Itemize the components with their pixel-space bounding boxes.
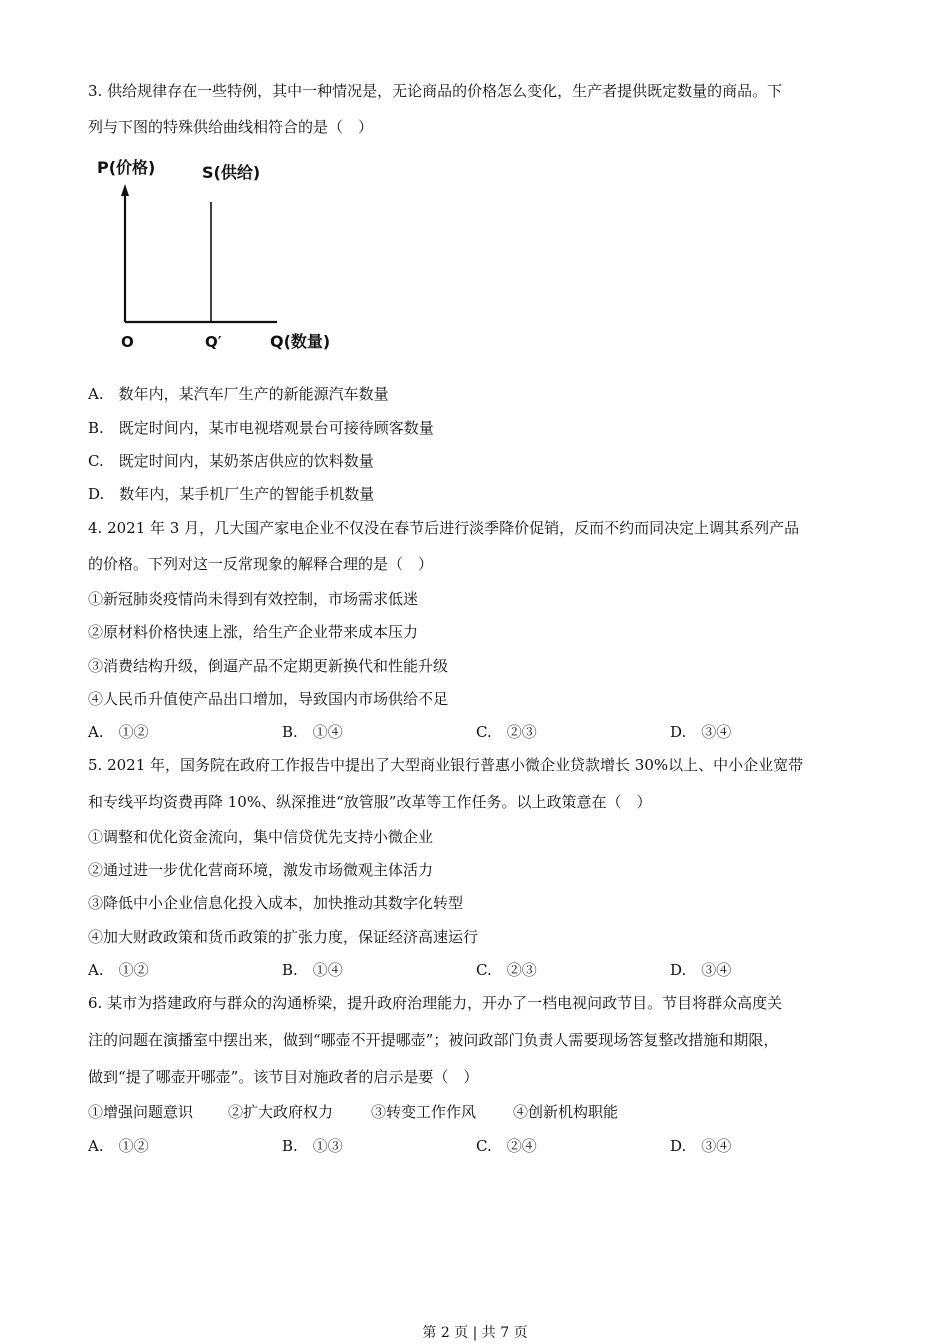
q6-stem-line-1: 6. 某市为搭建政府与群众的沟通桥梁，提升政府治理能力，开办了一档电视问政节目。节目将群众高度关 xyxy=(88,994,783,1012)
page-footer: 第 2 页 | 共 7 页 xyxy=(422,1325,528,1341)
q5-choice-b: B. ①④ xyxy=(282,961,343,979)
q5-stem-line-1: 5. 2021 年，国务院在政府工作报告中提出了大型商业银行普惠小微企业贷款增长 30%以上、中小企业宽带 xyxy=(88,756,804,774)
x-axis-label: Q(数量) xyxy=(270,332,331,351)
q6-statement-2: ②扩大政府权力 xyxy=(228,1103,334,1121)
q3-stem-line-2: 列与下图的特殊供给曲线相符合的是（ ） xyxy=(88,118,374,136)
q4-statement-3: ③消费结构升级，倒逼产品不定期更新换代和性能升级 xyxy=(88,657,449,675)
origin-label: O xyxy=(121,333,134,351)
q4-statement-1: ①新冠肺炎疫情尚未得到有效控制，市场需求低迷 xyxy=(88,590,419,608)
q6-statement-3: ③转变工作作风 xyxy=(371,1103,477,1121)
q4-statement-2: ②原材料价格快速上涨，给生产企业带来成本压力 xyxy=(88,623,419,641)
q4-stem-line-1: 4. 2021 年 3 月，几大国产家电企业不仅没在春节后进行淡季降价促销，反而不约而同决定上调其系列产品 xyxy=(88,519,800,537)
q6-choice-d: D. ③④ xyxy=(670,1137,732,1155)
supply-curve-label: S(供给) xyxy=(202,163,261,182)
q5-statement-1: ①调整和优化资金流向，集中信贷优先支持小微企业 xyxy=(88,828,434,846)
q6-stem-line-3: 做到“提了哪壶开哪壶”。该节目对施政者的启示是要（ ） xyxy=(88,1068,479,1086)
q5-choice-a: A. ①② xyxy=(88,961,149,979)
q3-option-b: B. 既定时间内，某市电视塔观景台可接待顾客数量 xyxy=(88,419,434,437)
supply-curve-figure xyxy=(92,150,362,360)
q4-choices xyxy=(88,722,868,742)
q4-choice-a: A. ①② xyxy=(88,723,149,741)
q5-statement-3: ③降低中小企业信息化投入成本，加快推动其数字化转型 xyxy=(88,894,464,912)
q6-statement-1: ①增强问题意识 xyxy=(88,1103,194,1121)
q4-stem-line-2: 的价格。下列对这一反常现象的解释合理的是（ ） xyxy=(88,555,434,573)
q6-statement-4: ④创新机构职能 xyxy=(513,1103,619,1121)
q4-statement-4: ④人民币升值使产品出口增加，导致国内市场供给不足 xyxy=(88,690,449,708)
q5-statement-4: ④加大财政政策和货币政策的扩张力度，保证经济高速运行 xyxy=(88,928,479,946)
q6-choice-c: C. ②④ xyxy=(476,1137,537,1155)
q5-choice-c: C. ②③ xyxy=(476,961,537,979)
q6-statements xyxy=(88,1102,868,1122)
q4-choice-d: D. ③④ xyxy=(670,723,732,741)
q5-choices xyxy=(88,960,868,980)
q3-option-c: C. 既定时间内，某奶茶店供应的饮料数量 xyxy=(88,452,374,470)
q-prime-label: Q′ xyxy=(205,333,222,351)
q3-stem-line-1: 3. 供给规律存在一些特例，其中一种情况是，无论商品的价格怎么变化，生产者提供既定数量的商品。下 xyxy=(88,82,783,100)
q3-option-a: A. 数年内，某汽车厂生产的新能源汽车数量 xyxy=(88,385,389,403)
q6-stem-line-2: 注的问题在演播室中摆出来，做到“哪壶不开提哪壶”；被问政部门负责人需要现场答复整改措施和期限， xyxy=(88,1031,779,1049)
q6-choice-a: A. ①② xyxy=(88,1137,149,1155)
q6-choice-b: B. ①③ xyxy=(282,1137,343,1155)
q4-choice-b: B. ①④ xyxy=(282,723,343,741)
y-axis-label: P(价格) xyxy=(97,158,156,177)
q5-statement-2: ②通过进一步优化营商环境，激发市场微观主体活力 xyxy=(88,861,434,879)
q5-choice-d: D. ③④ xyxy=(670,961,732,979)
q5-stem-line-2: 和专线平均资费再降 10%、纵深推进“放管服”改革等工作任务。以上政策意在（ ） xyxy=(88,793,652,811)
q6-choices xyxy=(88,1136,868,1156)
y-axis-arrow xyxy=(121,184,129,196)
q4-choice-c: C. ②③ xyxy=(476,723,537,741)
q3-option-d: D. 数年内，某手机厂生产的智能手机数量 xyxy=(88,485,375,503)
